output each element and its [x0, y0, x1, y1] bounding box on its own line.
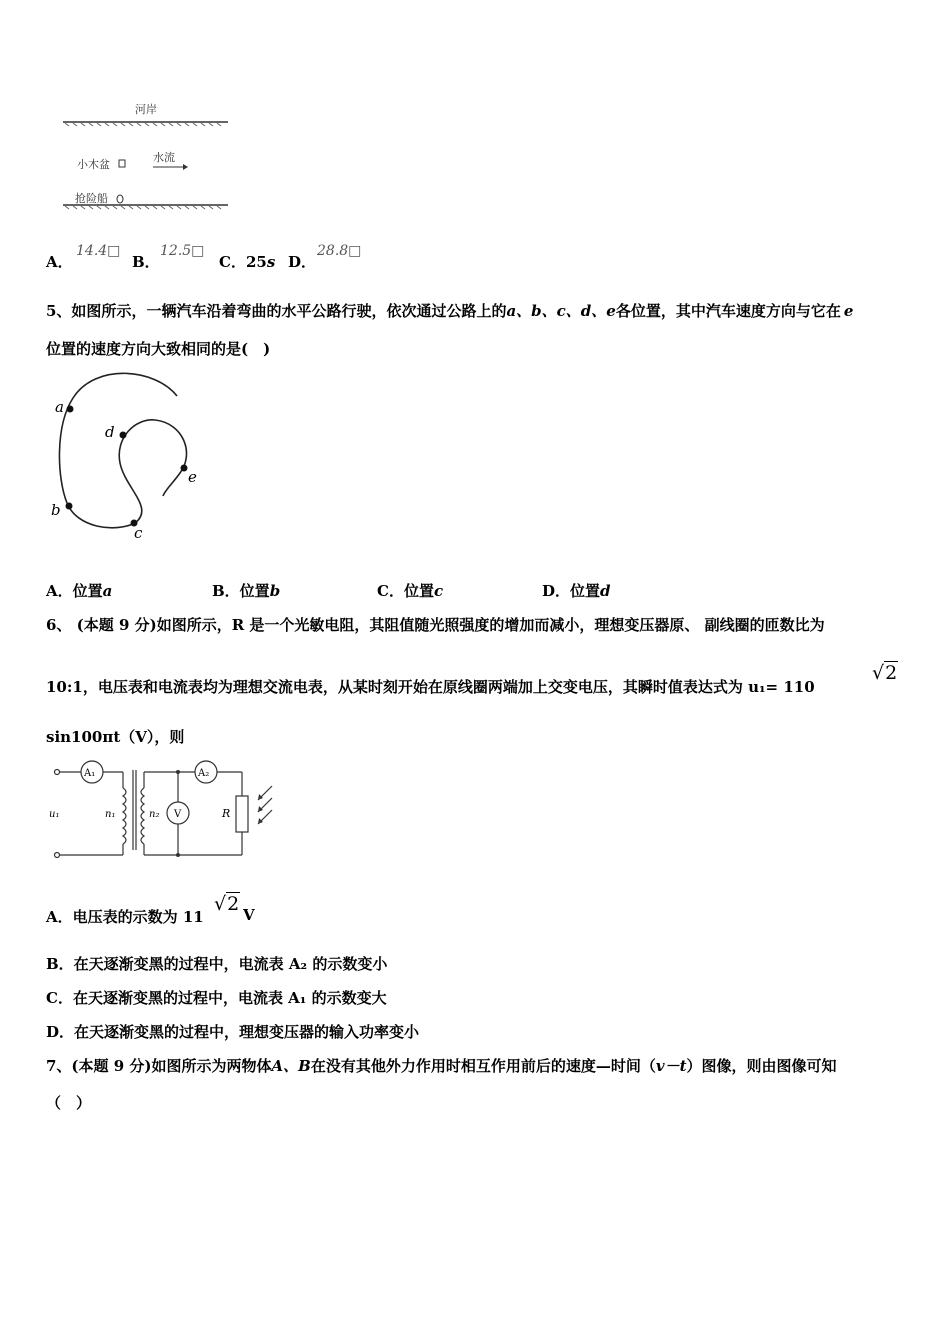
q6-option-a-sqrt: √2	[214, 893, 240, 915]
q5-line1: 5、如图所示，一辆汽车沿着弯曲的水平公路行驶，依次通过公路上的a、b、c、d、e各位置，其中汽车速度方向与它在 e	[46, 302, 854, 320]
q4-option-c: C．25s	[219, 253, 276, 271]
boat-label: 抢险船	[75, 192, 108, 205]
q5-option-c: C．位置c	[377, 582, 444, 600]
label-b: b	[51, 501, 61, 519]
flow-label: 水流	[153, 151, 175, 164]
q6-sqrt: √2	[872, 662, 898, 684]
u1-label: u₁	[49, 809, 60, 820]
q6-option-d: D．在天逐渐变黑的过程中，理想变压器的输入功率变小	[46, 1023, 420, 1041]
q6-line1: 6、 (本题 9 分)如图所示，R 是一个光敏电阻，其阻值随光照强度的增加而减小，理想变压器原、 副线圈的匝数比为	[46, 616, 825, 634]
q4-option-d-value: 28.8□	[317, 243, 362, 259]
n1-label: n₁	[105, 809, 116, 820]
a1-label: A₁	[84, 768, 96, 779]
q5-option-d: D．位置d	[542, 582, 611, 600]
n2-label: n₂	[149, 809, 160, 820]
river-figure	[55, 95, 245, 220]
label-d: d	[105, 423, 115, 441]
point-b	[66, 503, 73, 510]
q6-option-a: A．电压表的示数为 11	[46, 908, 204, 926]
q7-line2: （ ）	[46, 1094, 92, 1112]
q6-circuit-figure	[45, 758, 285, 863]
v-label: V	[174, 809, 182, 820]
q6-line3: sin100πt（V），则	[46, 728, 185, 746]
q4-option-d: D．	[288, 253, 317, 271]
r-label: R	[222, 807, 231, 820]
q5-line2: 位置的速度方向大致相同的是( )	[46, 340, 271, 358]
point-e	[181, 465, 188, 472]
a2-label: A₂	[198, 768, 210, 779]
photoresistor-r	[236, 796, 248, 832]
label-e: e	[188, 468, 197, 486]
q4-option-a-value: 14.4□	[76, 243, 121, 259]
q6-option-b: B．在天逐渐变黑的过程中，电流表 A₂ 的示数变小	[46, 955, 388, 973]
basin-label: 小木盆	[77, 158, 110, 171]
point-a	[67, 406, 74, 413]
q5-option-a: A．位置a	[46, 582, 113, 600]
bank-label: 河岸	[135, 103, 157, 116]
boat-icon	[117, 195, 123, 203]
flow-arrow-icon	[183, 164, 188, 170]
q4-option-a: A．	[46, 253, 73, 271]
q6-option-c: C．在天逐渐变黑的过程中，电流表 A₁ 的示数变大	[46, 989, 387, 1007]
q5-option-b: B．位置b	[212, 582, 281, 600]
label-c: c	[134, 524, 143, 542]
road-curve	[59, 373, 186, 527]
q6-line2: 10:1，电压表和电流表均为理想交流电表，从某时刻开始在原线圈两端加上交变电压，其瞬时值表达式为 u₁= 110	[46, 678, 815, 696]
q7-line1: 7、(本题 9 分)如图所示为两物体A、B在没有其他外力作用时相互作用前后的速度—时间（v－t）图像，则由图像可知	[46, 1057, 837, 1075]
q4-option-b-value: 12.5□	[160, 243, 205, 259]
q6-option-a-unit: V	[243, 906, 255, 924]
q4-option-b: B．	[132, 253, 160, 271]
label-a: a	[55, 398, 64, 416]
basin-icon	[119, 160, 125, 167]
q5-road-figure	[45, 368, 215, 548]
point-d	[120, 432, 127, 439]
